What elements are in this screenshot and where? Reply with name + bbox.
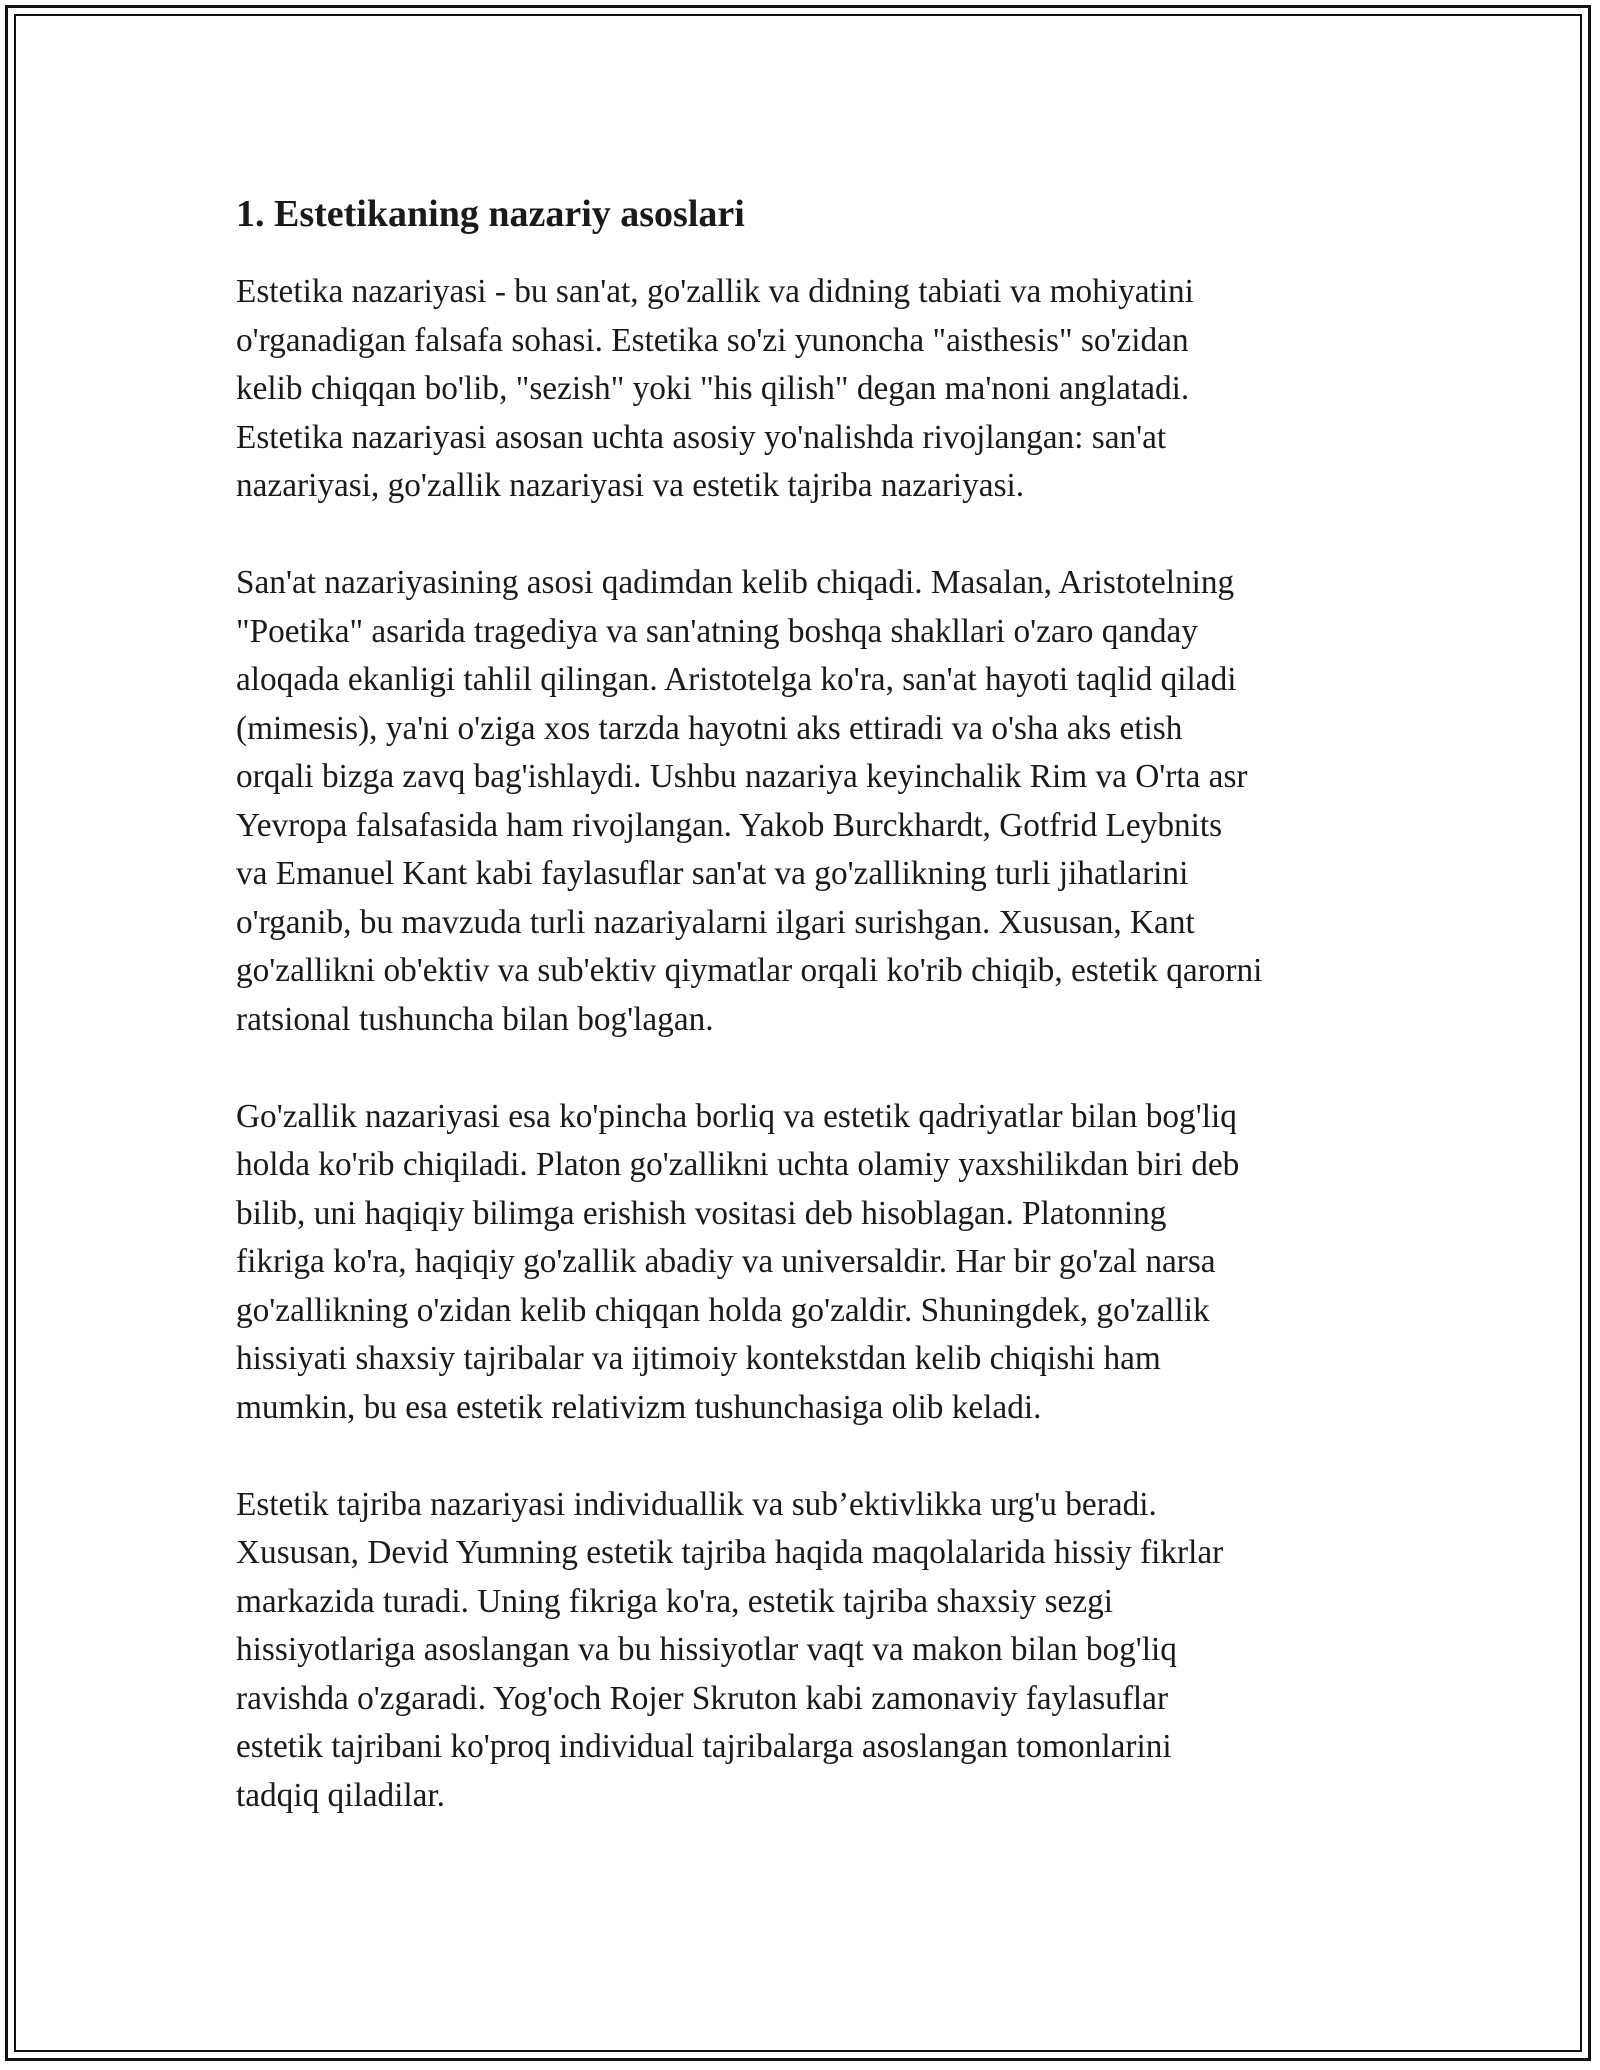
text-line: fikriga ko'ra, haqiqiy go'zallik abadiy va universaldir. Har bir go'zal narsa <box>236 1243 1216 1280</box>
text-line: estetik tajribani ko'proq individual tajribalarga asoslangan tomonlarini <box>236 1728 1172 1765</box>
text-line: o'rganadigan falsafa sohasi. Estetika so'zi yunoncha "aisthesis" so'zidan <box>236 321 1189 359</box>
text-line: mumkin, bu esa estetik relativizm tushunchasiga olib keladi. <box>236 1388 1042 1426</box>
text-line: ratsional tushuncha bilan bog'lagan. <box>236 1000 714 1038</box>
document-body <box>236 186 1366 1820</box>
paragraph-aesthetic-experience <box>236 1481 1366 1821</box>
text-line: Estetika nazariyasi asosan uchta asosiy yo'nalishda rivojlangan: san'at <box>236 418 1167 456</box>
text-line: tadqiq qiladilar. <box>236 1776 445 1814</box>
text-line: kelib chiqqan bo'lib, "sezish" yoki "his qilish" degan ma'noni anglatadi. <box>236 370 1190 407</box>
text-line: "Poetika" asarida tragediya va san'atning boshqa shakllari o'zaro qanday <box>236 612 1198 650</box>
text-line: hissiyati shaxsiy tajribalar va ijtimoiy kontekstdan kelib chiqishi ham <box>236 1340 1161 1377</box>
text-line: orqali bizga zavq bag'ishlaydi. Ushbu nazariya keyinchalik Rim va O'rta asr <box>236 758 1248 795</box>
text-line: San'at nazariyasining asosi qadimdan kelib chiqadi. Masalan, Aristotelning <box>236 564 1235 601</box>
text-line: go'zallikni ob'ektiv va sub'ektiv qiymatlar orqali ko'rib chiqib, estetik qarorni <box>236 952 1263 989</box>
text-line: ravishda o'zgaradi. Yog'och Rojer Skruton kabi zamonaviy faylasuflar <box>236 1679 1169 1717</box>
text-line: bilib, uni haqiqiy bilimga erishish vositasi deb hisoblagan. Platonning <box>236 1194 1167 1232</box>
text-line: nazariyasi, go'zallik nazariyasi va estetik tajriba nazariyasi. <box>236 467 1025 504</box>
text-line: Estetik tajriba nazariyasi individuallik va sub’ektivlikka urg'u beradi. <box>236 1485 1157 1523</box>
text-line: Xususan, Devid Yumning estetik tajriba haqida maqolalarida hissiy fikrlar <box>236 1534 1224 1571</box>
text-line: va Emanuel Kant kabi faylasuflar san'at va go'zallikning turli jihatlarini <box>236 855 1189 892</box>
text-line: Yevropa falsafasida ham rivojlangan. Yakob Burckhardt, Gotfrid Leybnits <box>236 806 1223 844</box>
text-line: aloqada ekanligi tahlil qilingan. Aristotelga ko'ra, san'at hayoti taqlid qiladi <box>236 661 1237 698</box>
text-line: Go'zallik nazariyasi esa ko'pincha borliq va estetik qadriyatlar bilan bog'liq <box>236 1097 1237 1135</box>
text-line: holda ko'rib chiqiladi. Platon go'zallikni uchta olamiy yaxshilikdan biri deb <box>236 1146 1240 1183</box>
paragraph-intro <box>236 268 1366 511</box>
text-line: o'rganib, bu mavzuda turli nazariyalarni ilgari surishgan. Xususan, Kant <box>236 903 1195 941</box>
text-line: go'zallikning o'zidan kelib chiqqan holda go'zaldir. Shuningdek, go'zallik <box>236 1291 1210 1329</box>
paragraph-art-theory <box>236 559 1366 1044</box>
text-line: Estetika nazariyasi - bu san'at, go'zallik va didning tabiati va mohiyatini <box>236 273 1194 310</box>
paragraph-beauty-theory <box>236 1093 1366 1433</box>
section-heading: 1. Estetikaning nazariy asoslari <box>236 193 745 235</box>
text-line: markazida turadi. Uning fikriga ko'ra, estetik tajriba shaxsiy sezgi <box>236 1582 1113 1620</box>
text-line: (mimesis), ya'ni o'ziga xos tarzda hayotni aks ettiradi va o'sha aks etish <box>236 709 1183 747</box>
text-line: hissiyotlariga asoslangan va bu hissiyotlar vaqt va makon bilan bog'liq <box>236 1631 1177 1668</box>
